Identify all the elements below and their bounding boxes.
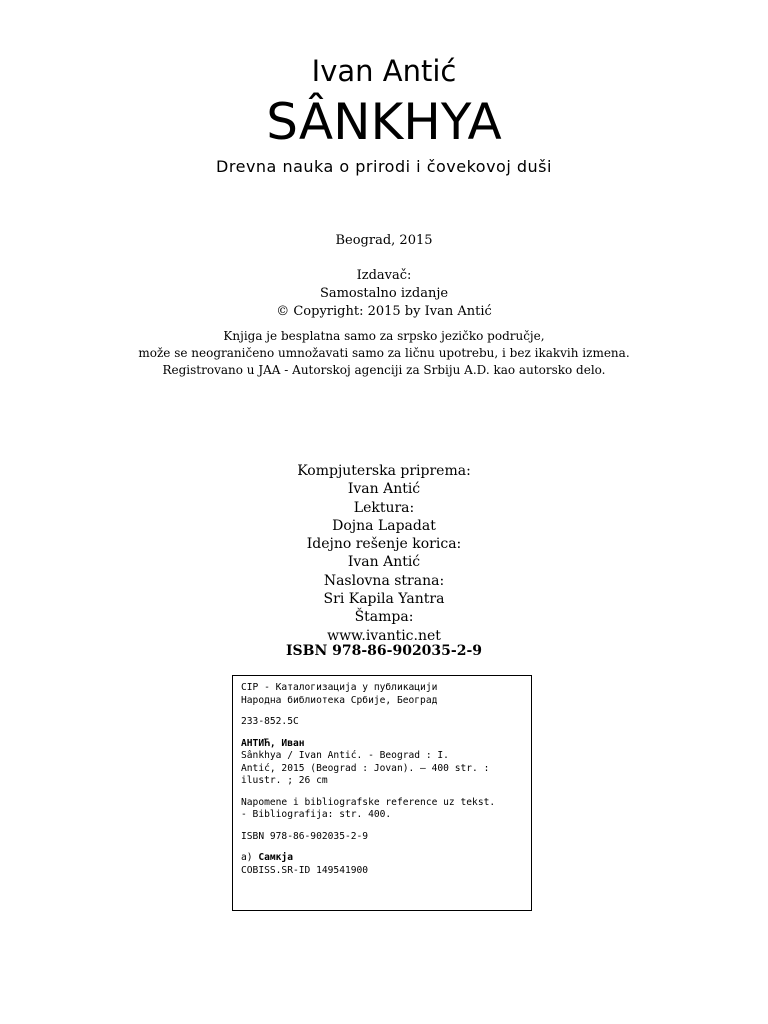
cip-spacer bbox=[241, 729, 523, 738]
credits-block bbox=[0, 462, 768, 645]
publisher-name: Samostalno izdanje bbox=[319, 286, 449, 301]
cip-isbn: ISBN 978-86-902035-2-9 bbox=[241, 830, 369, 842]
cip-spacer bbox=[241, 822, 523, 831]
cip-subject-prefix: а) bbox=[241, 852, 259, 863]
print-website: www.ivantic.net bbox=[327, 627, 441, 644]
cip-classification: 233-852.5C bbox=[241, 716, 299, 727]
cip-line-6: Antić, 2015 (Beograd : Jovan). – 400 str. : bbox=[241, 762, 490, 774]
print-label: Štampa: bbox=[354, 609, 414, 626]
lektura-name: Dojna Lapadat bbox=[332, 517, 436, 534]
place-year: Beograd, 2015 bbox=[335, 233, 433, 248]
book-title: SÂNKHYA bbox=[266, 93, 502, 151]
isbn-line: ISBN 978-86-902035-2-9 bbox=[285, 643, 483, 659]
notice-line-1: Knjiga je besplatna samo za srpsko jezičko područje, bbox=[223, 329, 545, 343]
cover-name: Ivan Antić bbox=[347, 554, 421, 571]
cip-spacer bbox=[241, 843, 523, 852]
cip-spacer bbox=[241, 707, 523, 716]
notice-line-2: može se neograničeno umnožavati samo za ličnu upotrebu, i bez ikakvih izmena. bbox=[138, 346, 630, 360]
cip-author-heading: АНТИЋ, Иван bbox=[241, 737, 305, 749]
author-name: Ivan Antić bbox=[311, 54, 457, 88]
cip-line-2: Народна библиотека Србије, Београд bbox=[241, 694, 438, 706]
cip-line-7: ilustr. ; 26 cm bbox=[241, 775, 328, 786]
front-name: Sri Kapila Yantra bbox=[323, 591, 445, 608]
copyright-line: © Copyright: 2015 by Ivan Antić bbox=[276, 304, 492, 319]
cip-subject-line bbox=[241, 852, 523, 865]
notice-line-3: Registrovano u JAA - Autorskoj agenciji za Srbiju A.D. kao autorsko delo. bbox=[162, 363, 606, 377]
cip-record-box bbox=[232, 675, 532, 911]
cip-spacer bbox=[241, 788, 523, 797]
book-subtitle: Drevna nauka o prirodi i čovekovoj duši bbox=[216, 157, 552, 176]
cip-cobiss-id: COBISS.SR-ID 149541900 bbox=[241, 864, 369, 876]
prep-label: Kompjuterska priprema: bbox=[297, 463, 471, 479]
cip-subject-term: Самкја bbox=[258, 852, 293, 863]
cover-label: Idejno rešenje korica: bbox=[306, 536, 462, 553]
prep-name: Ivan Antić bbox=[347, 481, 421, 498]
publisher-block bbox=[0, 267, 768, 321]
cip-line-9: - Bibliografija: str. 400. bbox=[241, 809, 392, 820]
publisher-label: Izdavač: bbox=[356, 268, 412, 283]
front-label: Naslovna strana: bbox=[323, 572, 445, 589]
cip-line-5: Sânkhya / Ivan Antić. - Beograd : I. bbox=[241, 750, 449, 761]
cip-line-8: Napomene i bibliografske reference uz tekst. bbox=[241, 796, 496, 808]
cip-line-1: CIP - Каталогизација у публикацији bbox=[241, 682, 438, 693]
lektura-label: Lektura: bbox=[353, 499, 415, 516]
license-notice bbox=[0, 328, 768, 379]
